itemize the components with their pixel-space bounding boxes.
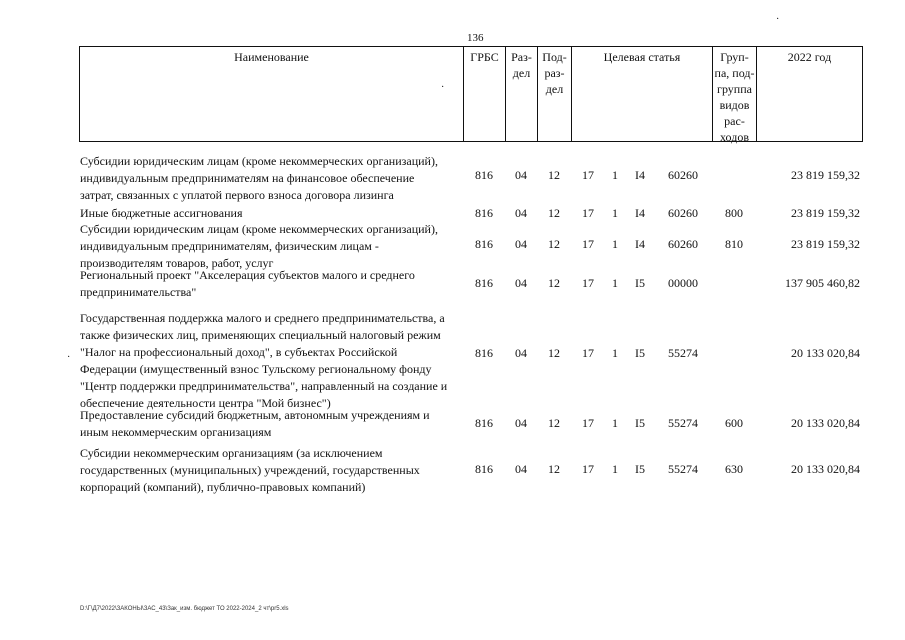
header-grbs: ГРБС <box>470 50 499 64</box>
header-year-cell <box>756 46 863 142</box>
row-ts3: I4 <box>635 168 645 182</box>
row-ts1: 17 <box>582 462 594 476</box>
row-grbs: 816 <box>475 276 493 290</box>
row-ts3: I5 <box>635 462 645 476</box>
row-ts2: 1 <box>612 168 618 182</box>
header-podrazdel-cell <box>537 46 571 142</box>
row-ts4: 60260 <box>668 168 698 182</box>
row-podrazdel: 12 <box>548 276 560 290</box>
header-year: 2022 год <box>787 50 832 64</box>
row-podrazdel: 12 <box>548 462 560 476</box>
scan-mark: · <box>441 82 445 93</box>
header-name: Наименование <box>234 50 309 64</box>
row-amount: 20 133 020,84 <box>791 416 860 430</box>
row-razdel: 04 <box>515 346 527 360</box>
file-path-footer: D:\Г\Д7\2022\ЗАКОНЫ\ЗАС_43\Зак_изм. бюджет ТО 2022-2024_2 чт\pr5.xls <box>80 606 289 612</box>
page-number: 136 <box>467 32 484 44</box>
row-group: 600 <box>725 416 743 430</box>
row-ts1: 17 <box>582 416 594 430</box>
row-ts2: 1 <box>612 206 618 220</box>
row-ts3: I5 <box>635 276 645 290</box>
header-podrazdel-line: Под- <box>542 50 567 64</box>
row-name: Предоставление субсидий бюджетным, автономным учреждениям и иным некоммерческим организациям <box>80 408 430 439</box>
header-razdel-line: Раз- <box>511 50 532 64</box>
row-ts3: I4 <box>635 237 645 251</box>
header-razdel-cell <box>505 46 537 142</box>
row-name: Субсидии юридическим лицам (кроме некоммерческих организаций), индивидуальным предпринимателям, физическим лицам - производителям товаров, работ, услуг <box>80 222 438 270</box>
row-razdel: 04 <box>515 276 527 290</box>
row-grbs: 816 <box>475 237 493 251</box>
row-name: Региональный проект "Акселерация субъектов малого и среднего предпринимательства" <box>80 268 415 299</box>
header-group-cell <box>712 46 756 142</box>
row-ts1: 17 <box>582 206 594 220</box>
row-podrazdel: 12 <box>548 416 560 430</box>
header-group-line: Груп- <box>720 50 749 64</box>
row-group: 800 <box>725 206 743 220</box>
row-podrazdel: 12 <box>548 168 560 182</box>
header-podrazdel-line: дел <box>545 82 564 96</box>
header-target: Целевая статья <box>603 50 681 64</box>
header-name-cell <box>79 46 463 142</box>
header-grbs-cell <box>463 46 505 142</box>
row-name: Субсидии юридическим лицам (кроме некоммерческих организаций), индивидуальным предпринимателям на финансовое обеспечение затрат, связанных с уплатой первого взноса договора лизинга <box>80 154 438 202</box>
row-amount: 137 905 460,82 <box>785 276 860 290</box>
row-ts2: 1 <box>612 346 618 360</box>
row-ts4: 55274 <box>668 346 698 360</box>
row-ts4: 55274 <box>668 462 698 476</box>
row-podrazdel: 12 <box>548 346 560 360</box>
row-ts1: 17 <box>582 168 594 182</box>
row-amount: 23 819 159,32 <box>791 237 860 251</box>
row-podrazdel: 12 <box>548 237 560 251</box>
row-ts4: 00000 <box>668 276 698 290</box>
header-group-line: видов <box>719 98 750 112</box>
row-ts1: 17 <box>582 237 594 251</box>
row-ts1: 17 <box>582 346 594 360</box>
row-ts3: I4 <box>635 206 645 220</box>
row-ts3: I5 <box>635 346 645 360</box>
row-ts4: 60260 <box>668 237 698 251</box>
row-grbs: 816 <box>475 206 493 220</box>
header-group-line: ходов <box>720 130 749 144</box>
row-ts3: I5 <box>635 416 645 430</box>
row-ts2: 1 <box>612 416 618 430</box>
row-grbs: 816 <box>475 346 493 360</box>
row-grbs: 816 <box>475 416 493 430</box>
header-razdel-line: дел <box>512 66 531 80</box>
header-group-line: рас- <box>724 114 745 128</box>
row-amount: 20 133 020,84 <box>791 462 860 476</box>
header-podrazdel-line: раз- <box>544 66 565 80</box>
row-ts4: 60260 <box>668 206 698 220</box>
row-ts4: 55274 <box>668 416 698 430</box>
header-group-line: группа <box>717 82 752 96</box>
row-razdel: 04 <box>515 168 527 182</box>
scan-mark: · <box>67 352 71 363</box>
header-target-cell <box>571 46 712 142</box>
header-group-line: па, под- <box>714 66 755 80</box>
scan-mark: · <box>776 14 780 25</box>
row-amount: 23 819 159,32 <box>791 206 860 220</box>
row-razdel: 04 <box>515 206 527 220</box>
row-ts2: 1 <box>612 237 618 251</box>
row-grbs: 816 <box>475 168 493 182</box>
row-group: 810 <box>725 237 743 251</box>
row-name: Иные бюджетные ассигнования <box>80 206 243 220</box>
row-ts1: 17 <box>582 276 594 290</box>
row-name: Государственная поддержка малого и среднего предпринимательства, а также физических лиц, применяющих специальный налоговый режим "Налог на профессиональный доход", в субъектах Российской Федерации (имущественный взнос Тульскому региональному фонду "Центр поддержки предпринимательства", направленный на создание и обеспечение деятельности центра "Мой бизнес") <box>80 311 448 410</box>
row-ts2: 1 <box>612 276 618 290</box>
row-amount: 20 133 020,84 <box>791 346 860 360</box>
row-ts2: 1 <box>612 462 618 476</box>
row-name: Субсидии некоммерческим организациям (за исключением государственных (муниципальных) учреждений, государственных корпораций (компаний), публично-правовых компаний) <box>80 446 420 494</box>
row-amount: 23 819 159,32 <box>791 168 860 182</box>
row-group: 630 <box>725 462 743 476</box>
row-razdel: 04 <box>515 416 527 430</box>
row-razdel: 04 <box>515 462 527 476</box>
row-razdel: 04 <box>515 237 527 251</box>
row-grbs: 816 <box>475 462 493 476</box>
row-podrazdel: 12 <box>548 206 560 220</box>
